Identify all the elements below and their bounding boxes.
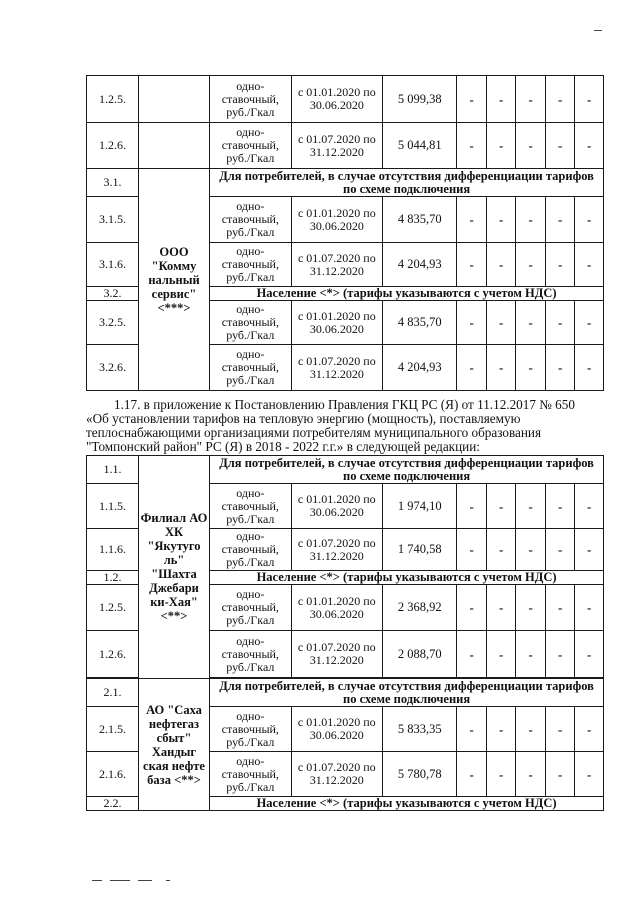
dash-cell: - bbox=[516, 585, 546, 631]
rate-unit: одно-ставочный, руб./Гкал bbox=[210, 76, 291, 123]
period: с 01.07.2020 по 31.12.2020 bbox=[291, 243, 383, 287]
dash-cell: - bbox=[486, 197, 516, 243]
dash-cell: - bbox=[545, 484, 575, 529]
scan-mark bbox=[110, 880, 130, 881]
section-number: 2.1. bbox=[87, 679, 139, 707]
dash-cell: - bbox=[575, 197, 604, 243]
rate-unit: одно-ставочный, руб./Гкал bbox=[210, 243, 291, 287]
tariff-value: 4 204,93 bbox=[383, 345, 457, 391]
period: с 01.01.2020 по 30.06.2020 bbox=[291, 76, 383, 123]
tariff-value: 5 099,38 bbox=[383, 76, 457, 123]
dash-cell: - bbox=[545, 529, 575, 571]
rate-unit: одно-ставочный, руб./Гкал bbox=[210, 123, 291, 169]
rate-unit: одно-ставочный, руб./Гкал bbox=[210, 301, 291, 345]
dash-cell: - bbox=[575, 243, 604, 287]
dash-cell: - bbox=[516, 123, 546, 169]
row-number: 1.2.5. bbox=[87, 585, 139, 631]
dash-cell: - bbox=[516, 76, 546, 123]
dash-cell: - bbox=[575, 707, 604, 752]
amendment-paragraph bbox=[86, 398, 606, 454]
tariff-value: 1 740,58 bbox=[383, 529, 457, 571]
row-number: 2.1.6. bbox=[87, 752, 139, 797]
paragraph-line: 1.17. в приложение к Постановлению Правления ГКЦ РС (Я) от 11.12.2017 № 650 bbox=[114, 397, 575, 412]
org-cell-empty bbox=[138, 123, 209, 169]
tariff-value: 4 204,93 bbox=[383, 243, 457, 287]
dash-cell: - bbox=[516, 631, 546, 678]
table-row bbox=[87, 123, 604, 169]
paragraph-line: "Томпонский район" РС (Я) в 2018 - 2022 г.г.» в следующей редакции: bbox=[86, 439, 480, 454]
period: с 01.01.2020 по 30.06.2020 bbox=[291, 197, 383, 243]
org-cell-empty bbox=[138, 76, 209, 123]
tariff-value: 1 974,10 bbox=[383, 484, 457, 529]
section-title: Население <*> (тарифы указываются с учетом НДС) bbox=[210, 287, 604, 301]
dash-cell: - bbox=[575, 585, 604, 631]
dash-cell: - bbox=[486, 243, 516, 287]
rate-unit: одно-ставочный, руб./Гкал bbox=[210, 752, 291, 797]
dash-cell: - bbox=[457, 345, 487, 391]
dash-cell: - bbox=[545, 301, 575, 345]
period: с 01.07.2020 по 31.12.2020 bbox=[291, 345, 383, 391]
organization-name: Филиал АО ХК "Якутуго ль" "Шахта Джебари ки-Хая" <**> bbox=[138, 456, 209, 679]
period: с 01.07.2020 по 31.12.2020 bbox=[291, 752, 383, 797]
dash-cell: - bbox=[457, 707, 487, 752]
row-number: 1.2.5. bbox=[87, 76, 139, 123]
tariff-table-2 bbox=[86, 455, 604, 811]
dash-cell: - bbox=[545, 123, 575, 169]
dash-cell: - bbox=[486, 707, 516, 752]
dash-cell: - bbox=[457, 752, 487, 797]
rate-unit: одно-ставочный, руб./Гкал bbox=[210, 707, 291, 752]
dash-cell: - bbox=[545, 707, 575, 752]
dash-cell: - bbox=[457, 484, 487, 529]
dash-cell: - bbox=[516, 529, 546, 571]
tariff-value: 2 368,92 bbox=[383, 585, 457, 631]
dash-cell: - bbox=[516, 301, 546, 345]
row-number: 1.2.6. bbox=[87, 631, 139, 678]
table-row bbox=[87, 76, 604, 123]
dash-cell: - bbox=[457, 76, 487, 123]
dash-cell: - bbox=[575, 76, 604, 123]
section-row bbox=[87, 456, 604, 484]
dash-cell: - bbox=[575, 752, 604, 797]
dash-cell: - bbox=[457, 585, 487, 631]
dash-cell: - bbox=[457, 631, 487, 678]
period: с 01.01.2020 по 30.06.2020 bbox=[291, 707, 383, 752]
section-title: Для потребителей, в случае отсутствия дифференциации тарифов по схеме подключения bbox=[210, 169, 604, 197]
scan-mark bbox=[594, 30, 602, 31]
tariff-value: 5 833,35 bbox=[383, 707, 457, 752]
rate-unit: одно-ставочный, руб./Гкал bbox=[210, 631, 291, 678]
dash-cell: - bbox=[575, 345, 604, 391]
dash-cell: - bbox=[486, 752, 516, 797]
tariff-value: 5 044,81 bbox=[383, 123, 457, 169]
section-title: Для потребителей, в случае отсутствия дифференциации тарифов по схеме подключения bbox=[210, 456, 604, 484]
dash-cell: - bbox=[545, 752, 575, 797]
period: с 01.01.2020 по 30.06.2020 bbox=[291, 484, 383, 529]
dash-cell: - bbox=[575, 123, 604, 169]
tariff-table-1 bbox=[86, 75, 604, 391]
period: с 01.07.2020 по 31.12.2020 bbox=[291, 631, 383, 678]
period: с 01.01.2020 по 30.06.2020 bbox=[291, 301, 383, 345]
tariff-value: 2 088,70 bbox=[383, 631, 457, 678]
dash-cell: - bbox=[516, 345, 546, 391]
dash-cell: - bbox=[516, 243, 546, 287]
paragraph-line: «Об установлении тарифов на тепловую энергию (мощность), поставляемую bbox=[86, 411, 521, 426]
tariff-value: 5 780,78 bbox=[383, 752, 457, 797]
dash-cell: - bbox=[457, 301, 487, 345]
row-number: 3.1.6. bbox=[87, 243, 139, 287]
scan-mark bbox=[138, 880, 152, 881]
dash-cell: - bbox=[545, 345, 575, 391]
rate-unit: одно-ставочный, руб./Гкал bbox=[210, 345, 291, 391]
row-number: 3.2.5. bbox=[87, 301, 139, 345]
dash-cell: - bbox=[486, 301, 516, 345]
section-title: Население <*> (тарифы указываются с учетом НДС) bbox=[210, 571, 604, 585]
dash-cell: - bbox=[486, 484, 516, 529]
row-number: 1.1.5. bbox=[87, 484, 139, 529]
tariff-value: 4 835,70 bbox=[383, 197, 457, 243]
dash-cell: - bbox=[516, 484, 546, 529]
dash-cell: - bbox=[516, 752, 546, 797]
section-number: 1.2. bbox=[87, 571, 139, 585]
section-row bbox=[87, 169, 604, 197]
dash-cell: - bbox=[457, 123, 487, 169]
section-number: 1.1. bbox=[87, 456, 139, 484]
row-number: 1.1.6. bbox=[87, 529, 139, 571]
dash-cell: - bbox=[457, 197, 487, 243]
organization-name: АО "Саха нефтегаз сбыт" Хандыг ская нефте база <**> bbox=[138, 679, 209, 811]
section-title: Население <*> (тарифы указываются с учетом НДС) bbox=[210, 797, 604, 811]
rate-unit: одно-ставочный, руб./Гкал bbox=[210, 585, 291, 631]
section-number: 2.2. bbox=[87, 797, 139, 811]
dash-cell: - bbox=[545, 197, 575, 243]
rate-unit: одно-ставочный, руб./Гкал bbox=[210, 197, 291, 243]
dash-cell: - bbox=[575, 529, 604, 571]
organization-name: ООО "Комму нальный сервис" <***> bbox=[138, 169, 209, 391]
rate-unit: одно-ставочный, руб./Гкал bbox=[210, 484, 291, 529]
period: с 01.01.2020 по 30.06.2020 bbox=[291, 585, 383, 631]
dash-cell: - bbox=[545, 585, 575, 631]
dash-cell: - bbox=[545, 76, 575, 123]
row-number: 2.1.5. bbox=[87, 707, 139, 752]
dash-cell: - bbox=[457, 529, 487, 571]
section-number: 3.2. bbox=[87, 287, 139, 301]
section-number: 3.1. bbox=[87, 169, 139, 197]
dash-cell: - bbox=[545, 243, 575, 287]
dash-cell: - bbox=[516, 197, 546, 243]
dash-cell: - bbox=[486, 631, 516, 678]
period: с 01.07.2020 по 31.12.2020 bbox=[291, 529, 383, 571]
scan-mark bbox=[92, 880, 102, 881]
rate-unit: одно-ставочный, руб./Гкал bbox=[210, 529, 291, 571]
dash-cell: - bbox=[486, 123, 516, 169]
dash-cell: - bbox=[486, 345, 516, 391]
row-number: 3.2.6. bbox=[87, 345, 139, 391]
dash-cell: - bbox=[486, 585, 516, 631]
dash-cell: - bbox=[575, 301, 604, 345]
dash-cell: - bbox=[545, 631, 575, 678]
row-number: 3.1.5. bbox=[87, 197, 139, 243]
dash-cell: - bbox=[457, 243, 487, 287]
dash-cell: - bbox=[575, 631, 604, 678]
dash-cell: - bbox=[486, 529, 516, 571]
paragraph-line: теплоснабжающими организациями потребителям муниципального образования bbox=[86, 425, 542, 440]
dash-cell: - bbox=[486, 76, 516, 123]
scan-mark bbox=[166, 880, 170, 881]
tariff-value: 4 835,70 bbox=[383, 301, 457, 345]
row-number: 1.2.6. bbox=[87, 123, 139, 169]
dash-cell: - bbox=[516, 707, 546, 752]
section-title: Для потребителей, в случае отсутствия дифференциации тарифов по схеме подключения bbox=[210, 679, 604, 707]
period: с 01.07.2020 по 31.12.2020 bbox=[291, 123, 383, 169]
section-row bbox=[87, 679, 604, 707]
dash-cell: - bbox=[575, 484, 604, 529]
